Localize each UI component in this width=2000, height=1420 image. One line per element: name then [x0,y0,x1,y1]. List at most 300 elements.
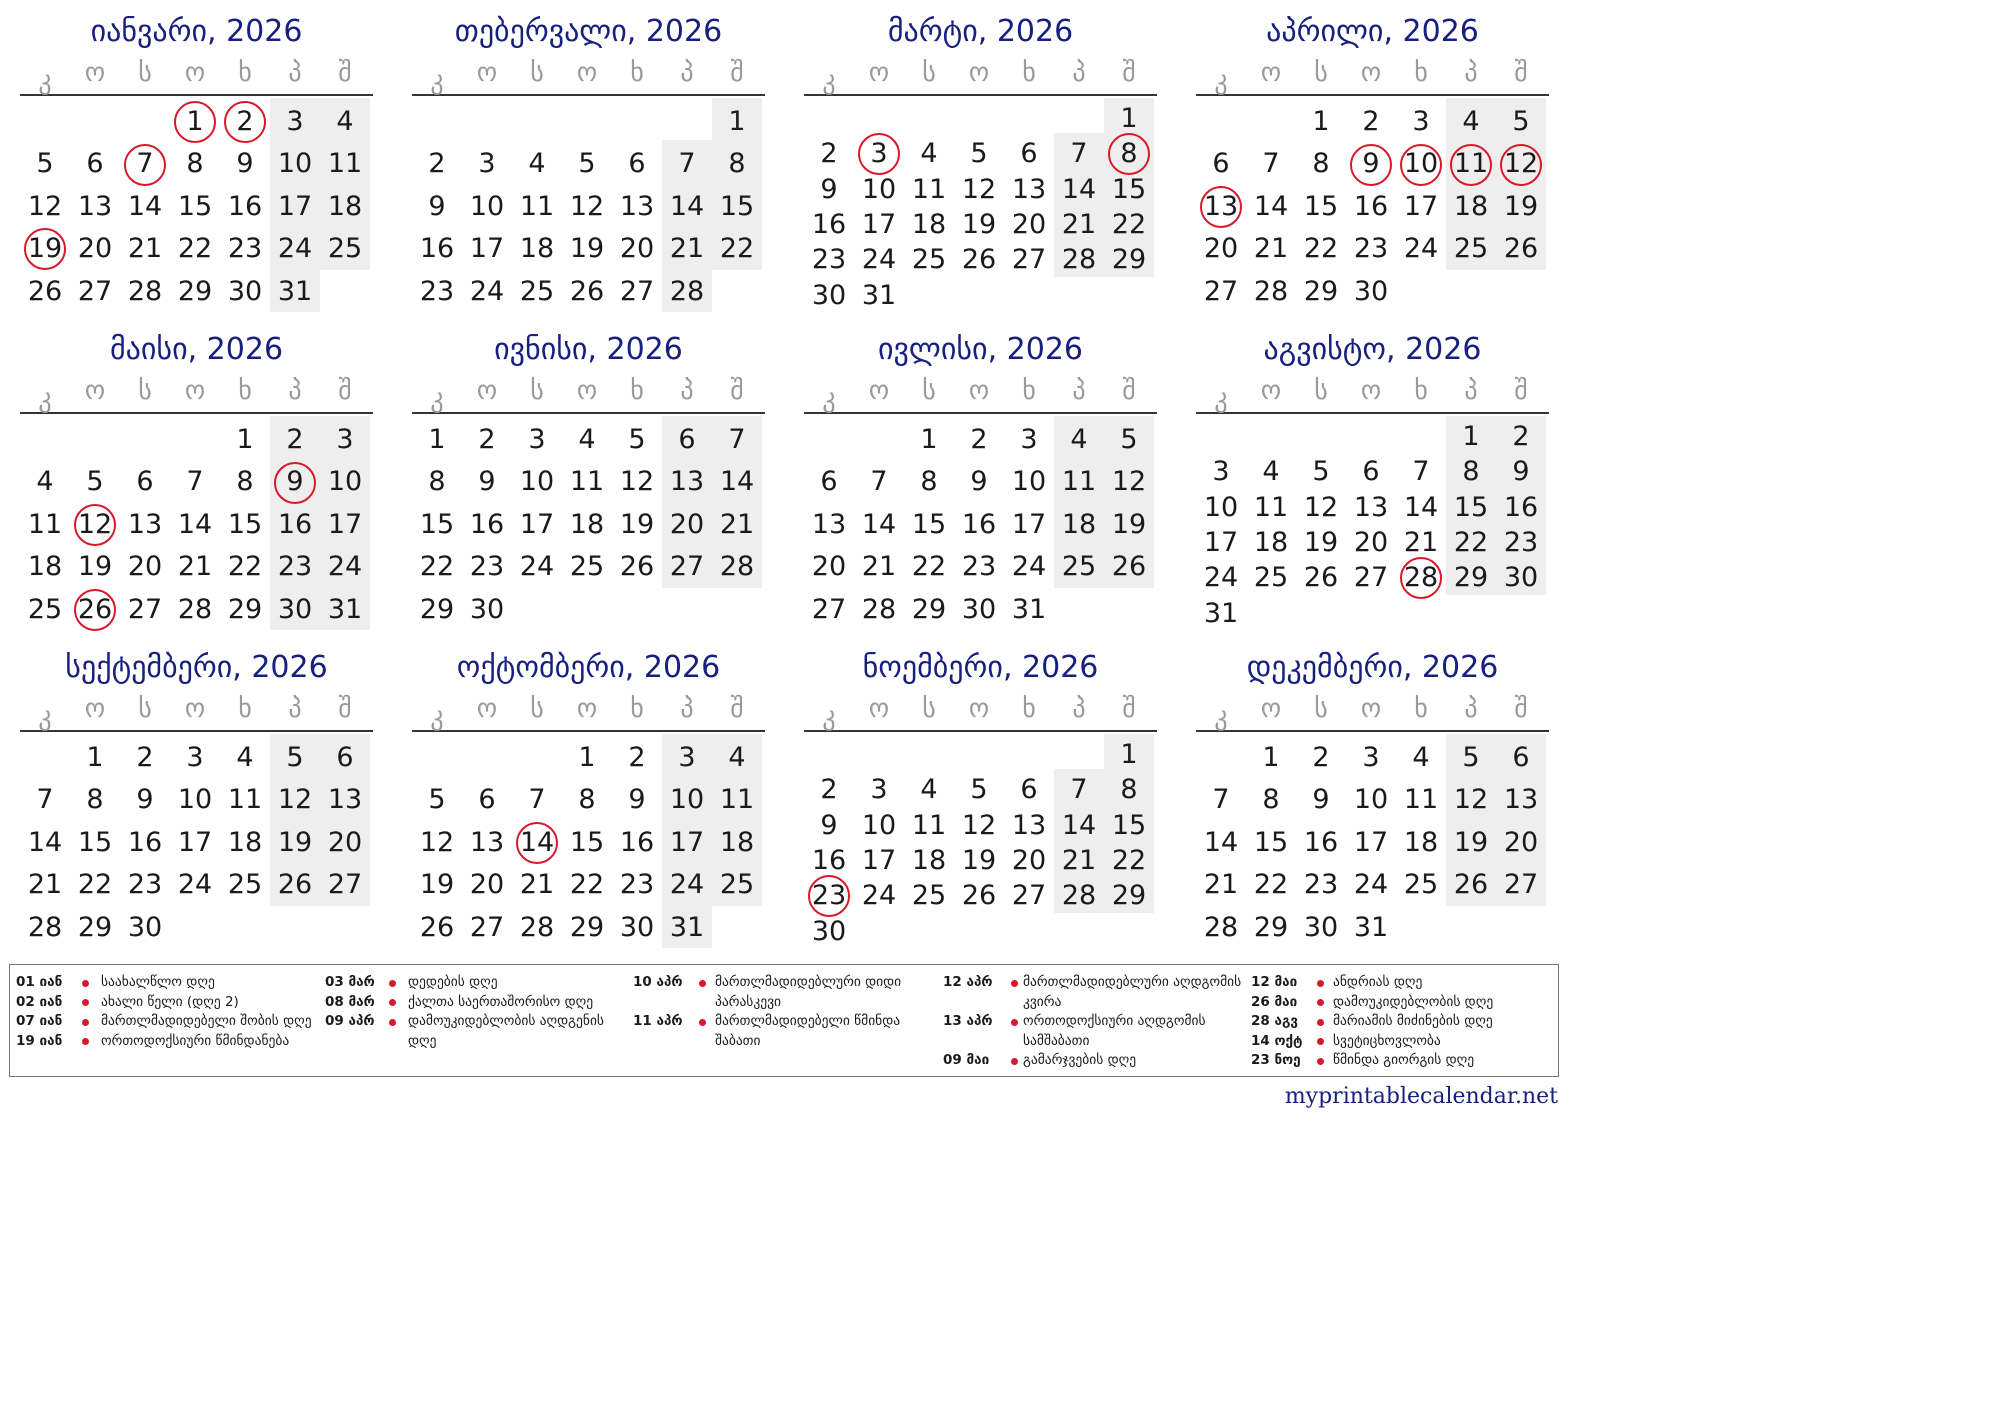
weekday-header: ო [184,58,206,88]
day-cell: 15 [1453,491,1489,523]
day-cell: 15 [1253,826,1289,858]
weekday-header: ხ [1022,376,1036,406]
day-cell: 24 [1403,233,1439,265]
day-cell: 4 [528,148,546,180]
weekday-header: ს [138,376,152,406]
day-cell: 10 [861,173,897,205]
weekday-header: ო [1260,376,1282,406]
day-cell: 7 [1262,148,1280,180]
day-cell: 18 [911,845,947,876]
day-cell: 10 [1353,784,1389,816]
weekday-header: კ [38,384,52,414]
day-cell: 7 [1070,774,1088,806]
day-cell: 21 [719,508,755,540]
weekday-header: შ [338,58,352,88]
day-cell: 23 [127,869,163,901]
day-cell: 12 [27,190,63,222]
holiday-name: საახალწლო დღე [101,974,215,990]
day-cell: 9 [628,784,646,816]
day-cell: 1 [1312,106,1330,137]
day-cell: 25 [519,275,555,307]
day-cell: 13 [1011,173,1047,205]
day-cell: 12 [1303,491,1339,523]
day-cell: 2 [820,774,838,806]
holiday-name: ორთოდოქსიური აღდგომის სამშაბათი [1023,1013,1206,1049]
day-cell: 7 [1212,784,1230,816]
day-cell: 28 [669,275,705,307]
weekday-header: კ [38,702,52,732]
weekday-header-row [1196,58,1549,96]
day-cell: 18 [519,233,555,265]
holiday-legend-item [325,973,625,993]
day-cell: 16 [1503,491,1539,523]
day-cell: 19 [619,508,655,540]
weekday-header-row [20,694,373,732]
day-cell: 23 [811,244,847,276]
holiday-legend-item [943,1051,1243,1071]
day-cell: 12 [1453,784,1489,816]
day-cell: 18 [227,826,263,858]
day-cell: 29 [419,593,455,625]
holiday-legend [9,964,1559,1077]
day-cell: 23 [961,551,997,583]
day-cell: 19 [1503,190,1539,222]
day-cell: 1 [1262,742,1280,773]
day-cell: 11 [227,784,263,816]
day-cell: 29 [911,593,947,625]
holiday-legend-item [16,1012,321,1032]
holiday-date: 23 ნოე [1251,1052,1301,1068]
weekday-header: პ [288,58,302,88]
month-title: ივნისი, 2026 [494,332,683,367]
holiday-bullet-icon [1317,980,1324,987]
day-cell: 25 [719,869,755,901]
weekday-header: შ [1122,58,1136,88]
weekday-header: ს [1314,376,1328,406]
day-cell: 30 [1353,275,1389,307]
day-cell: 12 [1111,466,1147,498]
day-cell: 16 [469,508,505,540]
weekday-header: ს [530,376,544,406]
day-cell: 13 [1353,491,1389,523]
holiday-name: წმინდა გიორგის დღე [1333,1052,1475,1068]
day-cell: 3 [1212,456,1230,488]
day-cell: 1 [1462,421,1480,452]
day-cell: 6 [1212,148,1230,180]
holiday-day-cell: 9 [270,461,320,503]
month-calendar [804,318,1157,636]
day-cell: 1 [428,424,446,455]
day-cell: 6 [1020,774,1038,806]
day-cell: 14 [1253,190,1289,222]
day-cell: 2 [1362,106,1380,137]
day-cell: 3 [870,774,888,806]
month-title: აგვისტო, 2026 [1263,332,1482,367]
day-cell: 15 [1111,173,1147,205]
weekday-header: ო [868,376,890,406]
holiday-legend-item [1251,1012,1551,1032]
day-cell: 17 [277,190,313,222]
day-cell: 22 [1111,209,1147,240]
day-cell: 2 [820,138,838,170]
month-calendar [1196,0,1549,318]
day-cell: 4 [36,466,54,498]
day-cell: 27 [1503,869,1539,901]
holiday-day-cell: 1 [170,101,220,143]
weekday-header-row [412,376,765,414]
month-calendar [412,636,765,954]
weekday-header: კ [822,384,836,414]
day-cell: 2 [136,742,154,773]
day-cell: 30 [469,593,505,625]
day-cell: 17 [1403,190,1439,222]
day-cell: 16 [227,190,263,222]
holiday-legend-column [943,973,1243,1071]
weekday-header: შ [1122,694,1136,724]
day-cell: 1 [920,424,938,455]
day-cell: 7 [678,148,696,180]
month-calendar [1196,318,1549,636]
day-cell: 25 [1061,551,1097,583]
holiday-bullet-icon [699,1019,706,1026]
day-cell: 8 [1312,148,1330,180]
day-cell: 28 [861,593,897,625]
day-cell: 15 [911,508,947,540]
day-cell: 15 [1111,809,1147,841]
holiday-name: მართლმადიდებლური დიდი პარასკევი [715,974,902,1010]
day-cell: 9 [970,466,988,498]
weekday-header: შ [730,58,744,88]
month-title: აპრილი, 2026 [1266,14,1479,49]
day-cell: 22 [77,869,113,901]
day-cell: 10 [277,148,313,180]
day-cell: 3 [186,742,204,773]
day-cell: 4 [1462,106,1480,137]
day-cell: 4 [1412,742,1430,773]
month-calendar [1196,636,1549,954]
day-cell: 15 [1303,190,1339,222]
month-calendar [20,0,373,318]
day-cell: 14 [1061,809,1097,841]
weekday-header: პ [1072,58,1086,88]
day-cell: 23 [1303,869,1339,901]
holiday-legend-column [325,973,625,1051]
day-cell: 10 [1011,466,1047,498]
day-cell: 17 [519,508,555,540]
day-cell: 24 [1353,869,1389,901]
weekday-header: ო [476,376,498,406]
day-cell: 26 [419,911,455,943]
day-cell: 11 [1061,466,1097,498]
weekday-header: ს [530,694,544,724]
day-cell: 4 [1070,424,1088,455]
day-cell: 9 [136,784,154,816]
day-cell: 28 [127,275,163,307]
day-cell: 21 [1253,233,1289,265]
holiday-day-cell: 28 [1396,560,1446,595]
holiday-legend-item [1251,1032,1551,1052]
day-cell: 25 [327,233,363,265]
holiday-name: დამოუკიდებლობის აღდგენის დღე [408,1013,604,1049]
month-title: ივლისი, 2026 [878,332,1083,367]
day-cell: 13 [77,190,113,222]
day-cell: 11 [27,508,63,540]
day-cell: 1 [728,106,746,137]
day-cell: 9 [820,809,838,841]
weekday-header: ხ [1022,58,1036,88]
weekday-header-row [804,58,1157,96]
day-cell: 17 [1203,527,1239,558]
weekday-header: ს [138,694,152,724]
day-cell: 20 [811,551,847,583]
day-cell: 7 [528,784,546,816]
day-cell: 16 [1353,190,1389,222]
holiday-date: 10 აპრ [633,974,683,990]
day-cell: 14 [177,508,213,540]
weekday-header: ს [530,58,544,88]
day-cell: 10 [519,466,555,498]
weekday-header: ს [922,58,936,88]
weekday-header: ო [1260,694,1282,724]
day-cell: 14 [127,190,163,222]
day-cell: 31 [327,593,363,625]
weekday-header: ხ [238,58,252,88]
day-cell: 30 [227,275,263,307]
month-title: სექტემბერი, 2026 [65,650,328,685]
holiday-legend-item [633,1012,938,1051]
weekday-header: ო [1260,58,1282,88]
day-cell: 20 [1203,233,1239,265]
weekday-header: ს [1314,58,1328,88]
holiday-date: 03 მარ [325,974,375,990]
day-cell: 16 [127,826,163,858]
day-cell: 26 [961,880,997,912]
day-cell: 6 [86,148,104,180]
day-cell: 29 [1253,911,1289,943]
day-cell: 31 [277,275,313,307]
day-cell: 9 [428,190,446,222]
day-cell: 7 [870,466,888,498]
day-cell: 24 [669,869,705,901]
weekday-header-row [20,58,373,96]
day-cell: 24 [469,275,505,307]
day-cell: 10 [669,784,705,816]
day-cell: 13 [327,784,363,816]
day-cell: 28 [719,551,755,583]
day-cell: 28 [519,911,555,943]
day-cell: 14 [27,826,63,858]
day-cell: 25 [1403,869,1439,901]
day-cell: 16 [277,508,313,540]
day-cell: 15 [77,826,113,858]
day-cell: 17 [177,826,213,858]
day-cell: 24 [519,551,555,583]
day-cell: 23 [619,869,655,901]
day-cell: 25 [1253,562,1289,594]
day-cell: 24 [327,551,363,583]
weekday-header: კ [1214,702,1228,732]
day-cell: 15 [719,190,755,222]
weekday-header: პ [1464,694,1478,724]
day-cell: 8 [920,466,938,498]
day-cell: 14 [1061,173,1097,205]
day-cell: 3 [336,424,354,455]
day-cell: 22 [719,233,755,265]
day-cell: 22 [227,551,263,583]
weekday-header-row [20,376,373,414]
day-cell: 26 [619,551,655,583]
holiday-legend-item [943,1012,1243,1051]
weekday-header: ხ [1414,376,1428,406]
day-cell: 28 [1253,275,1289,307]
day-cell: 20 [1503,826,1539,858]
holiday-legend-item [16,1032,321,1052]
day-cell: 20 [469,869,505,901]
holiday-date: 09 აპრ [325,1013,375,1029]
holiday-day-cell: 8 [1104,136,1154,171]
day-cell: 23 [469,551,505,583]
day-cell: 14 [1203,826,1239,858]
day-cell: 9 [820,173,838,205]
day-cell: 21 [1203,869,1239,901]
holiday-date: 12 მაი [1251,974,1298,990]
holiday-date: 26 მაი [1251,993,1298,1010]
day-cell: 8 [236,466,254,498]
day-cell: 24 [861,244,897,276]
day-cell: 25 [911,244,947,276]
holiday-legend-item [1251,993,1551,1013]
day-cell: 28 [1203,911,1239,943]
holiday-bullet-icon [389,980,396,987]
month-title: იანვარი, 2026 [90,14,303,49]
day-cell: 24 [861,880,897,912]
day-cell: 29 [1303,275,1339,307]
day-cell: 12 [569,190,605,222]
day-cell: 18 [1403,826,1439,858]
weekday-header: შ [1514,58,1528,88]
day-cell: 29 [1453,562,1489,594]
day-cell: 19 [277,826,313,858]
weekday-header: ო [576,58,598,88]
day-cell: 19 [1303,527,1339,558]
day-cell: 5 [1512,106,1530,137]
day-cell: 26 [569,275,605,307]
day-cell: 3 [528,424,546,455]
day-cell: 20 [1353,527,1389,558]
day-cell: 2 [970,424,988,455]
weekday-header: პ [288,376,302,406]
site-footer-link[interactable]: myprintablecalendar.net [1284,1084,1558,1109]
day-cell: 30 [277,593,313,625]
weekday-header: ო [84,376,106,406]
day-cell: 25 [227,869,263,901]
holiday-bullet-icon [1317,1058,1324,1065]
holiday-date: 14 ოქტ [1251,1032,1303,1049]
holiday-bullet-icon [82,980,89,987]
weekday-header: ო [184,694,206,724]
holiday-date: 11 აპრ [633,1013,683,1029]
day-cell: 18 [569,508,605,540]
day-cell: 3 [478,148,496,180]
day-cell: 27 [669,551,705,583]
holiday-date: 09 მაი [943,1052,990,1068]
weekday-header-row [1196,694,1549,732]
day-cell: 27 [1011,880,1047,912]
day-cell: 25 [911,880,947,912]
day-cell: 14 [861,508,897,540]
day-cell: 18 [911,209,947,240]
day-cell: 19 [1111,508,1147,540]
day-cell: 5 [36,148,54,180]
day-cell: 30 [811,279,847,311]
day-cell: 11 [911,809,947,841]
weekday-header-row [804,694,1157,732]
day-cell: 21 [1061,845,1097,876]
holiday-bullet-icon [389,999,396,1006]
weekday-header: კ [1214,66,1228,96]
day-cell: 4 [920,774,938,806]
holiday-day-cell: 12 [70,504,120,546]
holiday-date: 13 აპრ [943,1013,993,1029]
holiday-day-cell: 23 [804,878,854,913]
weekday-header: ო [476,694,498,724]
day-cell: 5 [578,148,596,180]
day-cell: 27 [811,593,847,625]
holiday-legend-item [1251,1051,1551,1071]
holiday-legend-item [633,973,938,1012]
weekday-header: პ [1464,376,1478,406]
day-cell: 17 [327,508,363,540]
day-cell: 20 [1011,845,1047,876]
holiday-legend-item [943,973,1243,1012]
holiday-name: მართლმადიდებელი წმინდა შაბათი [715,1013,901,1049]
day-cell: 26 [27,275,63,307]
holiday-date: 01 იან [16,974,63,990]
day-cell: 27 [619,275,655,307]
day-cell: 28 [1061,880,1097,912]
weekday-header: ო [84,58,106,88]
day-cell: 11 [719,784,755,816]
day-cell: 2 [1312,742,1330,773]
day-cell: 27 [77,275,113,307]
day-cell: 8 [1262,784,1280,816]
day-cell: 22 [419,551,455,583]
weekday-header: შ [338,694,352,724]
day-cell: 12 [277,784,313,816]
day-cell: 30 [619,911,655,943]
day-cell: 11 [519,190,555,222]
holiday-bullet-icon [82,1019,89,1026]
weekday-header: ხ [238,376,252,406]
day-cell: 4 [336,106,354,137]
day-cell: 17 [1011,508,1047,540]
day-cell: 21 [1061,209,1097,240]
day-cell: 8 [728,148,746,180]
month-title: თებერვალი, 2026 [454,14,723,49]
holiday-legend-item [325,1012,625,1051]
day-cell: 21 [519,869,555,901]
day-cell: 12 [419,826,455,858]
day-cell: 20 [77,233,113,265]
weekday-header: ო [968,376,990,406]
day-cell: 15 [569,826,605,858]
day-cell: 5 [1312,456,1330,488]
day-cell: 5 [970,138,988,170]
holiday-day-cell: 11 [1446,143,1496,185]
day-cell: 18 [1061,508,1097,540]
day-cell: 24 [177,869,213,901]
day-cell: 26 [1303,562,1339,594]
